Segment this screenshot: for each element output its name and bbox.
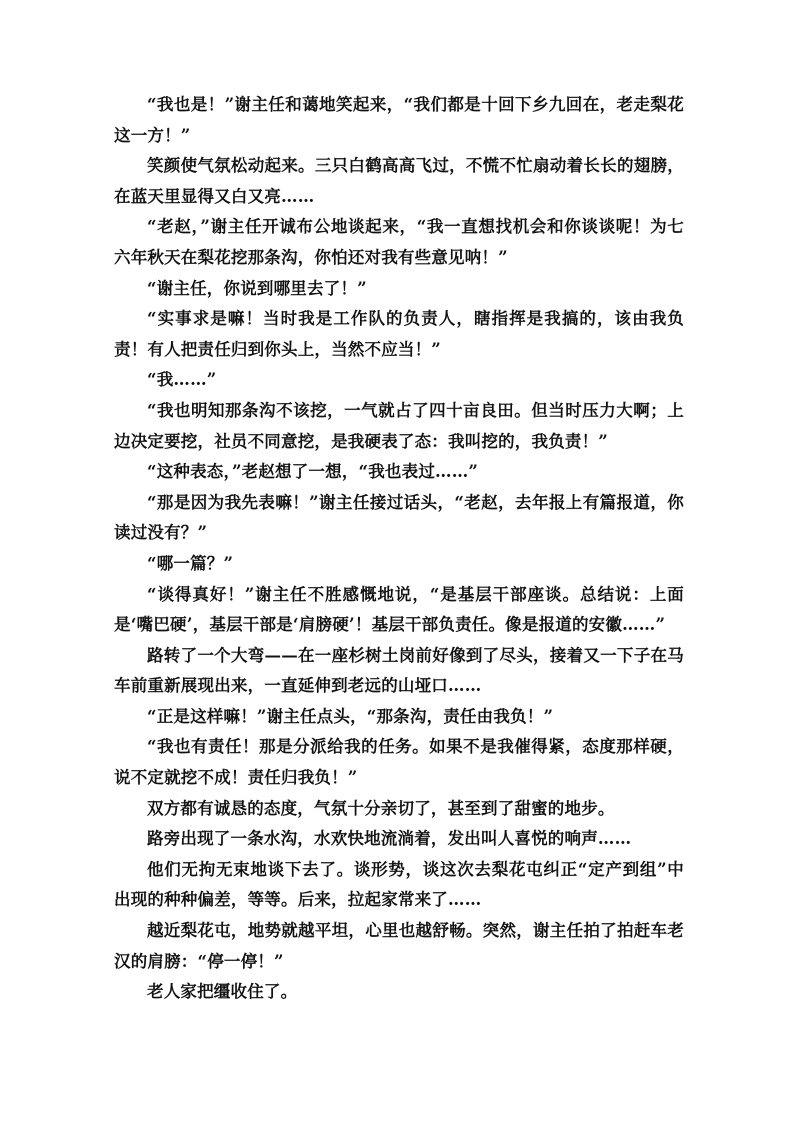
paragraph-17: 他们无拘无束地谈下去了。谈形势，谈这次去梨花屯纠正“定产到组”中出现的种种偏差，等等。后来，拉起家常来了……: [114, 859, 684, 910]
paragraph-11: “谈得真好！”谢主任不胜感慨地说，“是基层干部座谈。总结说：上面是‘嘴巴硬’，基层干部是‘肩膀硬’！基层干部负责任。像是报道的安徽……”: [114, 584, 684, 635]
paragraph-7: “我也明知那条沟不该挖，一气就占了四十亩良田。但当时压力大啊；上边决定要挖，社员不同意挖，是我硬表了态：我叫挖的，我负责！”: [114, 400, 684, 451]
paragraph-14: “我也有责任！那是分派给我的任务。如果不是我催得紧，态度那样硬，说不定就挖不成！责任归我负！”: [114, 737, 684, 788]
story-text: [114, 90, 684, 1008]
paragraph-6: “我……”: [147, 370, 217, 390]
paragraph-1: “我也是！”谢主任和蔼地笑起来，“我们都是十回下乡九回在，老走梨花这一方！”: [114, 95, 684, 145]
paragraph-12: 路转了一个大弯——在一座杉树土岗前好像到了尽头，接着又一下子在马车前重新展现出来，一直延伸到老远的山垭口……: [114, 645, 684, 696]
paragraph-13: “正是这样嘛！”谢主任点头，“那条沟，责任由我负！”: [147, 706, 554, 726]
paragraph-9: “那是因为我先表嘛！”谢主任接过话头，“老赵，去年报上有篇报道，你读过没有？”: [114, 492, 684, 543]
paragraph-15: 双方都有诚恳的态度，气氛十分亲切了，甚至到了甜蜜的地步。: [147, 798, 615, 818]
paragraph-10: “哪一篇？”: [147, 553, 234, 573]
paragraph-16: 路旁出现了一条水沟，水欢快地流淌着，发出叫人喜悦的响声……: [147, 829, 632, 849]
paragraph-5: “实事求是嘛！当时我是工作队的负责人，瞎指挥是我搞的，该由我负责！有人把责任归到你头上，当然不应当！”: [114, 309, 684, 359]
paragraph-18: 越近梨花屯，地势就越平坦，心里也越舒畅。突然，谢主任拍了拍赶车老汉的肩膀：“停一停！”: [114, 921, 684, 971]
paragraph-2: 笑颜使气氛松动起来。三只白鹤高高飞过，不慌不忙扇动着长长的翅膀，在蓝天里显得又白又亮……: [114, 156, 684, 206]
paragraph-3: “老赵，”谢主任开诚布公地谈起来，“我一直想找机会和你谈谈呢！为七六年秋天在梨花挖那条沟，你怕还对我有些意见呐！”: [114, 217, 684, 267]
paragraph-4: “谢主任，你说到哪里去了！”: [147, 278, 367, 298]
paragraph-19: 老人家把缰收住了。: [147, 982, 298, 1002]
paragraph-8: “这种表态，”老赵想了一想，“我也表过……”: [147, 462, 479, 482]
